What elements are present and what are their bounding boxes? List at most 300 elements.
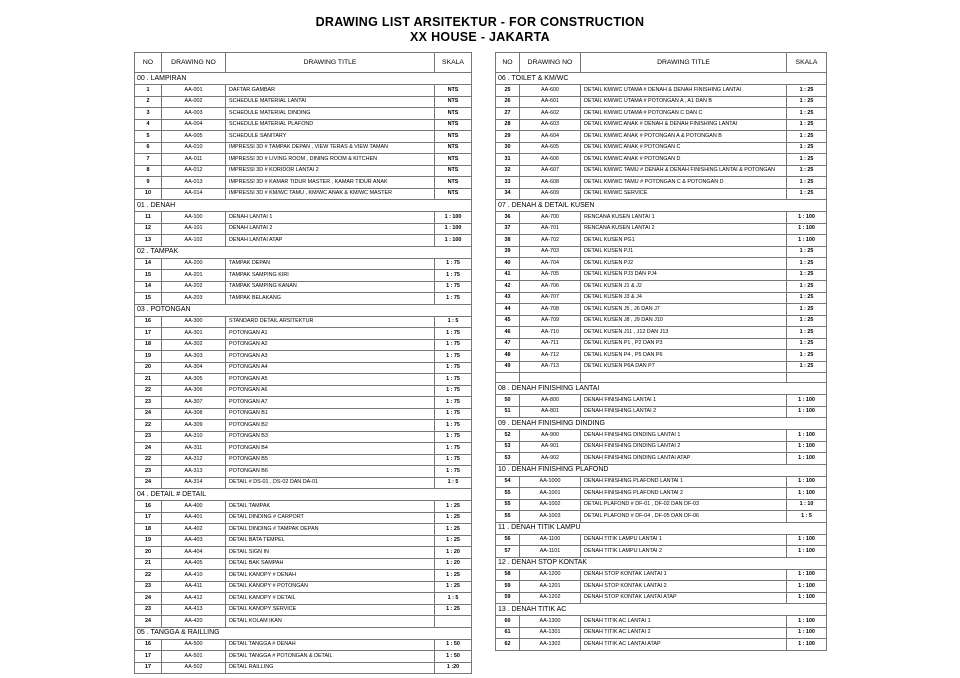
section-header <box>496 557 827 569</box>
table-row <box>496 546 827 558</box>
row-skala: 1 : 5 <box>435 593 472 605</box>
row-no: 54 <box>496 476 520 488</box>
row-no: 43 <box>496 292 520 304</box>
row-drawing-title: DENAH STOP KONTAK LANTAI ATAP <box>581 592 787 604</box>
row-drawing-title: DETAIL KANOPY # DENAH <box>226 570 435 582</box>
row-no: 51 <box>496 406 520 418</box>
table-row <box>496 108 827 120</box>
row-drawing-title: DETAIL KUSEN P6A DAN P7 <box>581 361 787 373</box>
row-skala: 1 : 20 <box>435 558 472 570</box>
row-drawing-no: AA-412 <box>162 593 226 605</box>
row-drawing-title: POTONGAN A1 <box>226 328 435 340</box>
table-row <box>496 639 827 651</box>
row-drawing-no: AA-501 <box>162 651 226 663</box>
row-no: 48 <box>496 350 520 362</box>
row-no: 55 <box>496 511 520 523</box>
row-drawing-no: AA-301 <box>162 328 226 340</box>
row-drawing-no: AA-1301 <box>520 627 581 639</box>
row-skala: NTS <box>435 108 472 120</box>
row-drawing-no: AA-901 <box>520 441 581 453</box>
row-skala: 1 : 25 <box>787 177 827 189</box>
section-header <box>135 304 472 316</box>
row-drawing-title: IMPRESSI 3D # KAMAR TIDUR MASTER , KAMAR TIDUR ANAK <box>226 177 435 189</box>
row-skala: 1 : 75 <box>435 443 472 455</box>
row-drawing-no: AA-602 <box>520 108 581 120</box>
table-row <box>496 96 827 108</box>
row-skala: NTS <box>435 96 472 108</box>
section-title: 07 . DENAH & DETAIL KUSEN <box>496 200 827 212</box>
row-skala: 1 : 25 <box>787 131 827 143</box>
row-no: 24 <box>135 477 162 489</box>
row-drawing-no: AA-313 <box>162 466 226 478</box>
row-drawing-no: AA-1302 <box>520 639 581 651</box>
row-drawing-no: AA-307 <box>162 397 226 409</box>
row-skala: 1 : 75 <box>435 362 472 374</box>
table-row <box>135 616 472 628</box>
row-drawing-title: POTONGAN A5 <box>226 374 435 386</box>
row-no: 23 <box>135 431 162 443</box>
row-drawing-no: AA-604 <box>520 131 581 143</box>
row-skala: 1 : 100 <box>787 581 827 593</box>
table-row <box>135 443 472 455</box>
row-no: 58 <box>496 569 520 581</box>
row-drawing-no: AA-608 <box>520 177 581 189</box>
row-drawing-title: DENAH TITIK AC LANTAI 2 <box>581 627 787 639</box>
row-drawing-no: AA-404 <box>162 547 226 559</box>
table-row <box>496 85 827 97</box>
row-drawing-no: AA-310 <box>162 431 226 443</box>
row-drawing-title: RENCANA KUSEN LANTAI 2 <box>581 223 787 235</box>
row-no: 16 <box>135 501 162 513</box>
row-drawing-no: AA-603 <box>520 119 581 131</box>
section-header <box>496 464 827 476</box>
row-no: 55 <box>496 499 520 511</box>
table-row <box>135 662 472 674</box>
row-drawing-no: AA-304 <box>162 362 226 374</box>
row-no: 33 <box>496 177 520 189</box>
table-row <box>135 547 472 559</box>
table-row <box>135 316 472 328</box>
row-skala: 1 : 25 <box>787 327 827 339</box>
table-row <box>135 524 472 536</box>
row-no: 17 <box>135 328 162 340</box>
table-row <box>496 441 827 453</box>
row-drawing-title: IMPRESSI 3D # KM/WC TAMU , KM/WC ANAK & KM/WC MASTER <box>226 188 435 200</box>
row-drawing-no: AA-005 <box>162 131 226 143</box>
table-row <box>135 454 472 466</box>
table-row <box>496 453 827 465</box>
row-drawing-title: DETAIL # DS-01 , DS-02 DAN DA-01 <box>226 477 435 489</box>
table-row <box>135 85 472 97</box>
row-no: 3 <box>135 108 162 120</box>
row-skala: 1 : 100 <box>787 223 827 235</box>
section-title: 10 . DENAH FINISHING PLAFOND <box>496 464 827 476</box>
table-row <box>135 108 472 120</box>
table-row <box>496 142 827 154</box>
row-skala: 1 : 25 <box>787 338 827 350</box>
row-drawing-title: TAMPAK SAMPING KIRI <box>226 270 435 282</box>
row-no: 60 <box>496 616 520 628</box>
section-header <box>135 200 472 212</box>
row-drawing-no: AA-1003 <box>520 511 581 523</box>
table-row <box>135 281 472 293</box>
section-header <box>496 73 827 85</box>
row-no: 56 <box>496 534 520 546</box>
row-drawing-title: DENAH LANTAI ATAP <box>226 235 435 247</box>
section-title: 09 . DENAH FINISHING DINDING <box>496 418 827 430</box>
blank-cell <box>496 373 520 383</box>
row-skala: 1 : 75 <box>435 454 472 466</box>
row-skala: 1 : 75 <box>435 385 472 397</box>
row-drawing-title: IMPRESSI 3D # TAMPAK DEPAN , VIEW TERAS & VIEW TAMAN <box>226 142 435 154</box>
row-skala: 1 : 25 <box>787 258 827 270</box>
section-header <box>135 73 472 85</box>
row-no: 55 <box>496 488 520 500</box>
row-no: 62 <box>496 639 520 651</box>
row-skala: 1 : 75 <box>435 420 472 432</box>
row-drawing-no: AA-704 <box>520 258 581 270</box>
section-header <box>496 383 827 395</box>
row-skala: 1 : 25 <box>435 501 472 513</box>
row-skala: 1 : 10 <box>787 499 827 511</box>
row-drawing-title: IMPRESSI 3D # LIVING ROOM , DINING ROOM & KITCHEN <box>226 154 435 166</box>
row-drawing-title: DETAIL KANOPY # POTONGAN <box>226 581 435 593</box>
table-row <box>135 535 472 547</box>
row-skala: 1 : 25 <box>787 246 827 258</box>
table-row <box>135 165 472 177</box>
row-skala: NTS <box>435 119 472 131</box>
row-skala: NTS <box>435 85 472 97</box>
row-drawing-title: DENAH LANTAI 1 <box>226 212 435 224</box>
row-drawing-no: AA-309 <box>162 420 226 432</box>
header-drawing-no: DRAWING NO <box>162 53 226 73</box>
row-skala: NTS <box>435 154 472 166</box>
table-row <box>496 499 827 511</box>
row-no: 17 <box>135 651 162 663</box>
row-skala: 1 : 20 <box>435 547 472 559</box>
row-no: 7 <box>135 154 162 166</box>
row-no: 23 <box>135 397 162 409</box>
table-header <box>135 53 472 73</box>
table-row <box>496 258 827 270</box>
table-row <box>135 177 472 189</box>
row-no: 16 <box>135 316 162 328</box>
section-header <box>135 489 472 501</box>
table-row <box>135 188 472 200</box>
section-header <box>496 604 827 616</box>
row-no: 5 <box>135 131 162 143</box>
row-drawing-no: AA-710 <box>520 327 581 339</box>
row-no: 4 <box>135 119 162 131</box>
table-row <box>496 269 827 281</box>
row-skala <box>435 616 472 628</box>
table-row <box>496 627 827 639</box>
table-row <box>135 96 472 108</box>
row-skala: 1 : 25 <box>787 165 827 177</box>
row-skala: NTS <box>435 142 472 154</box>
row-drawing-title: DETAIL KUSEN PJ3 DAN PJ4 <box>581 269 787 281</box>
row-drawing-title: POTONGAN B4 <box>226 443 435 455</box>
table-row <box>135 651 472 663</box>
row-no: 50 <box>496 395 520 407</box>
row-drawing-no: AA-711 <box>520 338 581 350</box>
table-row <box>135 339 472 351</box>
row-no: 42 <box>496 281 520 293</box>
row-drawing-title: DENAH STOP KONTAK LANTAI 1 <box>581 569 787 581</box>
row-skala: 1 : 75 <box>435 351 472 363</box>
row-drawing-no: AA-101 <box>162 223 226 235</box>
table-row <box>496 581 827 593</box>
table-row <box>496 281 827 293</box>
row-drawing-title: DETAIL KM/WC TAMU # DENAH & DENAH FINISHING LANTAI & POTONGAN <box>581 165 787 177</box>
row-drawing-no: AA-011 <box>162 154 226 166</box>
row-skala: 1 : 25 <box>787 292 827 304</box>
row-no: 49 <box>496 361 520 373</box>
row-skala: 1 : 25 <box>787 304 827 316</box>
row-skala: 1 : 25 <box>435 581 472 593</box>
table-row <box>135 570 472 582</box>
row-drawing-title: DETAIL PLAFOND # DF-04 , DF-05 DAN DF-06 <box>581 511 787 523</box>
row-skala: 1 : 25 <box>435 570 472 582</box>
table-row <box>496 430 827 442</box>
row-no: 30 <box>496 142 520 154</box>
page-subtitle: XX HOUSE - JAKARTA <box>410 30 550 44</box>
row-drawing-no: AA-502 <box>162 662 226 674</box>
row-drawing-title: DETAIL KUSEN J8 , J9 DAN J10 <box>581 315 787 327</box>
row-drawing-no: AA-1002 <box>520 499 581 511</box>
row-drawing-no: AA-010 <box>162 142 226 154</box>
row-drawing-no: AA-706 <box>520 281 581 293</box>
row-drawing-title: SCHEDULE MATERIAL PLAFOND <box>226 119 435 131</box>
row-drawing-title: DETAIL BATA TEMPEL <box>226 535 435 547</box>
row-drawing-title: DENAH FINISHING PLAFOND LANTAI 2 <box>581 488 787 500</box>
table-row <box>496 177 827 189</box>
row-skala: 1 : 75 <box>435 466 472 478</box>
row-no: 25 <box>496 85 520 97</box>
row-drawing-no: AA-600 <box>520 85 581 97</box>
row-skala: NTS <box>435 165 472 177</box>
table-row <box>496 592 827 604</box>
row-drawing-title: DAFTAR GAMBAR <box>226 85 435 97</box>
row-drawing-title: SCHEDULE SANITARY <box>226 131 435 143</box>
row-drawing-no: AA-1200 <box>520 569 581 581</box>
table-row <box>496 223 827 235</box>
row-drawing-no: AA-1101 <box>520 546 581 558</box>
section-header <box>496 418 827 430</box>
table-row <box>135 581 472 593</box>
table-row <box>496 361 827 373</box>
section-header <box>135 627 472 639</box>
section-title: 06 . TOILET & KM/WC <box>496 73 827 85</box>
row-drawing-title: DENAH FINISHING LANTAI 2 <box>581 406 787 418</box>
row-drawing-title: DETAIL KUSEN J1 & J2 <box>581 281 787 293</box>
row-no: 26 <box>496 96 520 108</box>
row-drawing-title: DENAH FINISHING PLAFOND LANTAI 1 <box>581 476 787 488</box>
row-drawing-title: RENCANA KUSEN LANTAI 1 <box>581 212 787 224</box>
row-drawing-title: POTONGAN A4 <box>226 362 435 374</box>
row-drawing-no: AA-606 <box>520 154 581 166</box>
table-row <box>135 397 472 409</box>
row-drawing-title: DETAIL KUSEN J3 & J4 <box>581 292 787 304</box>
table-row <box>135 154 472 166</box>
row-skala: 1 : 25 <box>787 119 827 131</box>
row-skala: 1 : 100 <box>787 569 827 581</box>
row-drawing-title: DENAH TITIK LAMPU LANTAI 2 <box>581 546 787 558</box>
row-drawing-no: AA-402 <box>162 524 226 536</box>
row-drawing-no: AA-1202 <box>520 592 581 604</box>
row-skala: 1 : 100 <box>787 212 827 224</box>
row-skala: 1 : 75 <box>435 270 472 282</box>
table-row <box>496 212 827 224</box>
table-row <box>496 338 827 350</box>
table-row <box>496 569 827 581</box>
row-drawing-no: AA-500 <box>162 639 226 651</box>
table-row <box>135 431 472 443</box>
row-skala: 1 : 25 <box>787 350 827 362</box>
row-drawing-title: DETAIL KUSEN P4 , P5 DAN P6 <box>581 350 787 362</box>
row-drawing-title: TAMPAK SAMPING KANAN <box>226 281 435 293</box>
row-drawing-no: AA-305 <box>162 374 226 386</box>
table-row <box>496 315 827 327</box>
row-drawing-no: AA-701 <box>520 223 581 235</box>
section-header <box>135 246 472 258</box>
row-no: 18 <box>135 339 162 351</box>
row-no: 8 <box>135 165 162 177</box>
section-header <box>496 522 827 534</box>
table-row <box>135 385 472 397</box>
row-drawing-title: DETAIL KUSEN J5 , J6 DAN J7 <box>581 304 787 316</box>
row-skala: 1 :20 <box>435 662 472 674</box>
row-skala: 1 : 75 <box>435 258 472 270</box>
row-drawing-no: AA-100 <box>162 212 226 224</box>
blank-row <box>496 373 827 383</box>
row-skala: 1 : 100 <box>787 639 827 651</box>
row-skala: 1 : 25 <box>787 108 827 120</box>
table-row <box>135 142 472 154</box>
section-title: 13 . DENAH TITIK AC <box>496 604 827 616</box>
row-drawing-no: AA-420 <box>162 616 226 628</box>
row-skala: 1 : 100 <box>787 453 827 465</box>
table-row <box>135 420 472 432</box>
table-row <box>496 406 827 418</box>
row-drawing-title: TAMPAK DEPAN <box>226 258 435 270</box>
row-no: 17 <box>135 662 162 674</box>
table-row <box>496 476 827 488</box>
section-header <box>496 200 827 212</box>
row-no: 23 <box>135 581 162 593</box>
table-row <box>135 258 472 270</box>
row-no: 61 <box>496 627 520 639</box>
row-no: 23 <box>135 466 162 478</box>
row-drawing-no: AA-300 <box>162 316 226 328</box>
row-drawing-title: DETAIL KUSEN P1 , P2 DAN P3 <box>581 338 787 350</box>
table-row <box>135 604 472 616</box>
row-no: 16 <box>135 639 162 651</box>
row-no: 17 <box>135 512 162 524</box>
row-drawing-title: DETAIL KM/WC UTAMA # POTONGAN C DAN C <box>581 108 787 120</box>
row-skala: 1 : 75 <box>435 408 472 420</box>
section-title: 08 . DENAH FINISHING LANTAI <box>496 383 827 395</box>
section-title: 00 . LAMPIRAN <box>135 73 472 85</box>
row-drawing-no: AA-102 <box>162 235 226 247</box>
row-skala: 1 : 25 <box>787 142 827 154</box>
row-drawing-no: AA-013 <box>162 177 226 189</box>
row-no: 19 <box>135 535 162 547</box>
row-drawing-title: DENAH TITIK AC LANTAI 1 <box>581 616 787 628</box>
row-drawing-title: DENAH TITIK LAMPU LANTAI 1 <box>581 534 787 546</box>
row-no: 22 <box>135 570 162 582</box>
row-skala: NTS <box>435 131 472 143</box>
row-drawing-title: POTONGAN B5 <box>226 454 435 466</box>
row-drawing-title: DENAH FINISHING DINDING LANTAI 1 <box>581 430 787 442</box>
row-no: 1 <box>135 85 162 97</box>
row-skala: 1 : 100 <box>787 592 827 604</box>
row-drawing-title: DENAH TITIK AC LANTAI ATAP <box>581 639 787 651</box>
row-drawing-title: DETAIL KM/WC ANAK # DENAH & DENAH FINISHING LANTAI <box>581 119 787 131</box>
table-row <box>496 534 827 546</box>
table-row <box>135 223 472 235</box>
row-drawing-title: DETAIL BAK SAMPAH <box>226 558 435 570</box>
row-drawing-title: SCHEDULE MATERIAL LANTAI <box>226 96 435 108</box>
row-no: 2 <box>135 96 162 108</box>
row-drawing-title: POTONGAN B3 <box>226 431 435 443</box>
row-drawing-title: TAMPAK BELAKANG <box>226 293 435 305</box>
row-no: 6 <box>135 142 162 154</box>
row-drawing-no: AA-014 <box>162 188 226 200</box>
section-title: 05 . TANGGA & RAILLING <box>135 627 472 639</box>
row-skala: NTS <box>435 177 472 189</box>
row-skala: 1 : 75 <box>435 293 472 305</box>
row-no: 39 <box>496 246 520 258</box>
table-row <box>496 292 827 304</box>
row-skala: 1 : 25 <box>787 281 827 293</box>
row-drawing-no: AA-713 <box>520 361 581 373</box>
table-row <box>496 165 827 177</box>
row-no: 22 <box>135 420 162 432</box>
row-drawing-no: AA-709 <box>520 315 581 327</box>
header-no: NO <box>496 53 520 73</box>
table-row <box>496 304 827 316</box>
section-title: 04 . DETAIL # DETAIL <box>135 489 472 501</box>
table-row <box>496 119 827 131</box>
row-skala: 1 : 75 <box>435 281 472 293</box>
row-drawing-no: AA-410 <box>162 570 226 582</box>
table-row <box>496 246 827 258</box>
table-row <box>135 477 472 489</box>
row-drawing-no: AA-002 <box>162 96 226 108</box>
row-drawing-title: POTONGAN A7 <box>226 397 435 409</box>
row-no: 53 <box>496 441 520 453</box>
row-drawing-no: AA-314 <box>162 477 226 489</box>
row-no: 41 <box>496 269 520 281</box>
table-row <box>496 188 827 200</box>
table-row <box>135 408 472 420</box>
row-no: 20 <box>135 362 162 374</box>
table-row <box>496 616 827 628</box>
row-skala: 1 : 100 <box>435 235 472 247</box>
row-skala: 1 : 25 <box>787 269 827 281</box>
table-row <box>135 639 472 651</box>
row-drawing-no: AA-900 <box>520 430 581 442</box>
row-drawing-title: DETAIL KM/WC TAMU # POTONGAN C & POTONGAN D <box>581 177 787 189</box>
row-no: 24 <box>135 408 162 420</box>
row-drawing-title: POTONGAN B6 <box>226 466 435 478</box>
row-skala: 1 : 100 <box>787 627 827 639</box>
row-skala: 1 : 75 <box>435 397 472 409</box>
row-drawing-title: POTONGAN A6 <box>226 385 435 397</box>
row-drawing-title: DETAIL TANGGA # POTONGAN & DETAIL <box>226 651 435 663</box>
table-header <box>496 53 827 73</box>
